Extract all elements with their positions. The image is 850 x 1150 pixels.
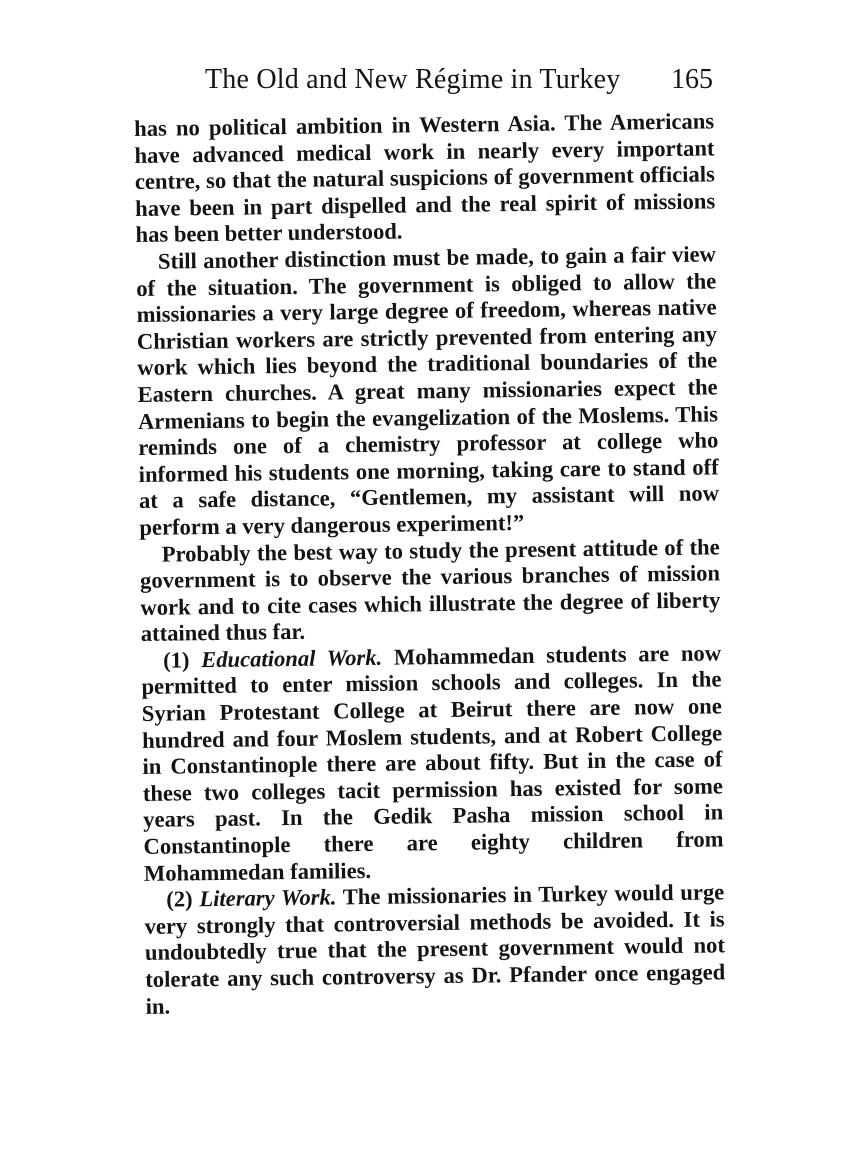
section-label: Literary Work. [199,884,337,912]
paragraph-text: has no political ambition in Western Asia. The Americans have advanced medical work in nearly every important centre, so that the natural suspicions of government officials have been in part dispelled and the real spirit of missions has been better understood. [134,108,716,248]
section-number: (2) [166,886,193,912]
paragraph-educational-work [141,640,724,887]
paragraph-distinction [136,241,720,541]
paragraph-text: Still another distinction must be made, to gain a fair view of the situation. The government is obliged to allow the missionaries a very large degree of freedom, whereas native Christian workers are strictly prevented from entering any work which lies beyond the traditional boundaries of the Eastern churches. A great many missionaries expect the Armenians to begin the evangelization of the Moslems. This reminds one of a chemistry professor at college who informed his students one morning, taking care to stand off at a safe distance, “Gentlemen, my assistant will now perform a very dangerous experiment!” [136,241,720,540]
paragraph-text: Mohammedan students are now permitted to enter mission schools and colleges. In the Syrian Protestant College at Beirut there are now one hundred and four Moslem students, and at Robert College in Constantinople there are about fifty. But in the case of these two colleges tacit permission has existed for some years past. In the Gedik Pasha mission school in Constantinople there are eighty children from Mohammedan families. [141,640,724,886]
running-head-title: The Old and New Régime in Turkey [205,64,621,95]
running-head [205,64,713,104]
paragraph-text: The missionaries in Turkey would urge very strongly that controversial methods be avoided. It is undoubtedly true that the present government would not tolerate any such controversy as Dr. Pfander once engaged in. [144,879,726,1019]
page-number: 165 [671,64,713,95]
paragraph-continuation [134,108,716,249]
paragraph-attitude [140,534,721,648]
section-label: Educational Work. [201,644,383,673]
section-number: (1) [162,647,190,673]
paragraph-text: Probably the best way to study the present attitude of the government is to observe the various branches of mission work and to cite cases which illustrate the degree of liberty attained thus far. [139,533,721,647]
body-text [134,108,726,1020]
paragraph-literary-work [144,880,726,1021]
